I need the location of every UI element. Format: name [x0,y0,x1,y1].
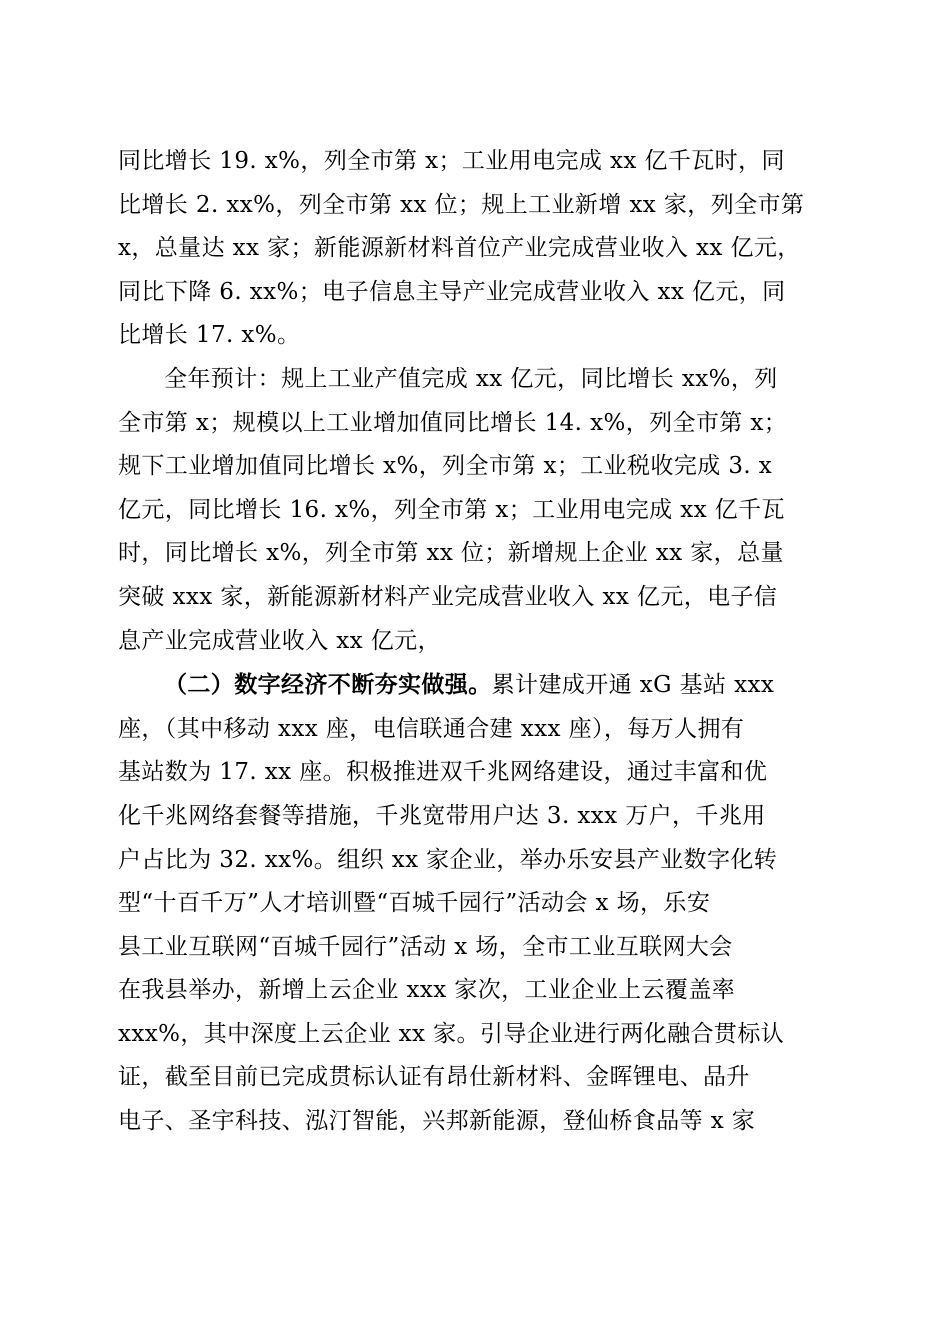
paragraph-annual-forecast [118,358,830,663]
document-body [118,140,830,1144]
text-line: 基站数为 17. xx 座。积极推进双千兆网络建设，通过丰富和优 [118,759,768,786]
text-line: x，总量达 xx 家；新能源新材料首位产业完成营业收入 xx 亿元， [118,235,801,262]
text-line: 户占比为 32. xx%。组织 xx 家企业，举办乐安县产业数字化转 [118,846,778,873]
text-line: 同比增长 19. x%，列全市第 x；工业用电完成 xx 亿千瓦时，同 [118,148,785,174]
paragraph-digital-economy [118,663,830,1144]
text-line: 化千兆网络套餐等措施，千兆宽带用户达 3. xxx 万户，千兆用 [118,802,766,829]
text-line: 证，截至目前已完成贯标认证有昂仕新材料、金晖锂电、品升 [118,1064,750,1091]
text-line: 比增长 2. xx%，列全市第 xx 位；规上工业新增 xx 家，列全市第 [118,191,805,218]
section-heading: （二）数字经济不断夯实做强。 [164,671,492,699]
paragraph-industrial-stats [118,140,830,358]
text-span: 累计建成开通 xG 基站 xxx [491,672,775,699]
text-line: 比增长 17. x%。 [118,322,301,349]
text-line: 时，同比增长 x%，列全市第 xx 位；新增规上企业 xx 家，总量 [118,540,784,567]
text-line: 同比下降 6. xx%；电子信息主导产业完成营业收入 xx 亿元，同 [118,278,786,305]
text-line: 型“十百千万”人才培训暨“百城千园行”活动会 x 场，乐安 [118,890,711,917]
text-line: 电子、圣宇科技、泓汀智能，兴邦新能源，登仙桥食品等 x 家 [118,1108,756,1135]
text-line: 息产业完成营业收入 xx 亿元， [118,627,441,654]
text-line: 全年预计：规上工业产值完成 xx 亿元，同比增长 xx%，列 [164,365,778,392]
text-line: 突破 xxx 家，新能源新材料产业完成营业收入 xx 亿元，电子信 [118,583,778,610]
text-line: 全市第 x；规模以上工业增加值同比增长 14. x%，列全市第 x； [118,409,788,436]
text-line: 规下工业增加值同比增长 x%，列全市第 x；工业税收完成 3. x [118,453,773,480]
text-line: 亿元，同比增长 16. x%，列全市第 x；工业用电完成 xx 亿千瓦 [118,496,785,523]
text-line: 座，（其中移动 xxx 座，电信联通合建 xxx 座），每万人拥有 [118,715,745,742]
text-line: xxx%，其中深度上云企业 xx 家。引导企业进行两化融合贯标认 [118,1020,785,1047]
text-line [118,663,830,708]
text-line: 县工业互联网“百城千园行”活动 x 场，全市工业互联网大会 [118,933,733,960]
text-line: 在我县举办，新增上云企业 xxx 家次，工业企业上云覆盖率 [118,977,736,1004]
